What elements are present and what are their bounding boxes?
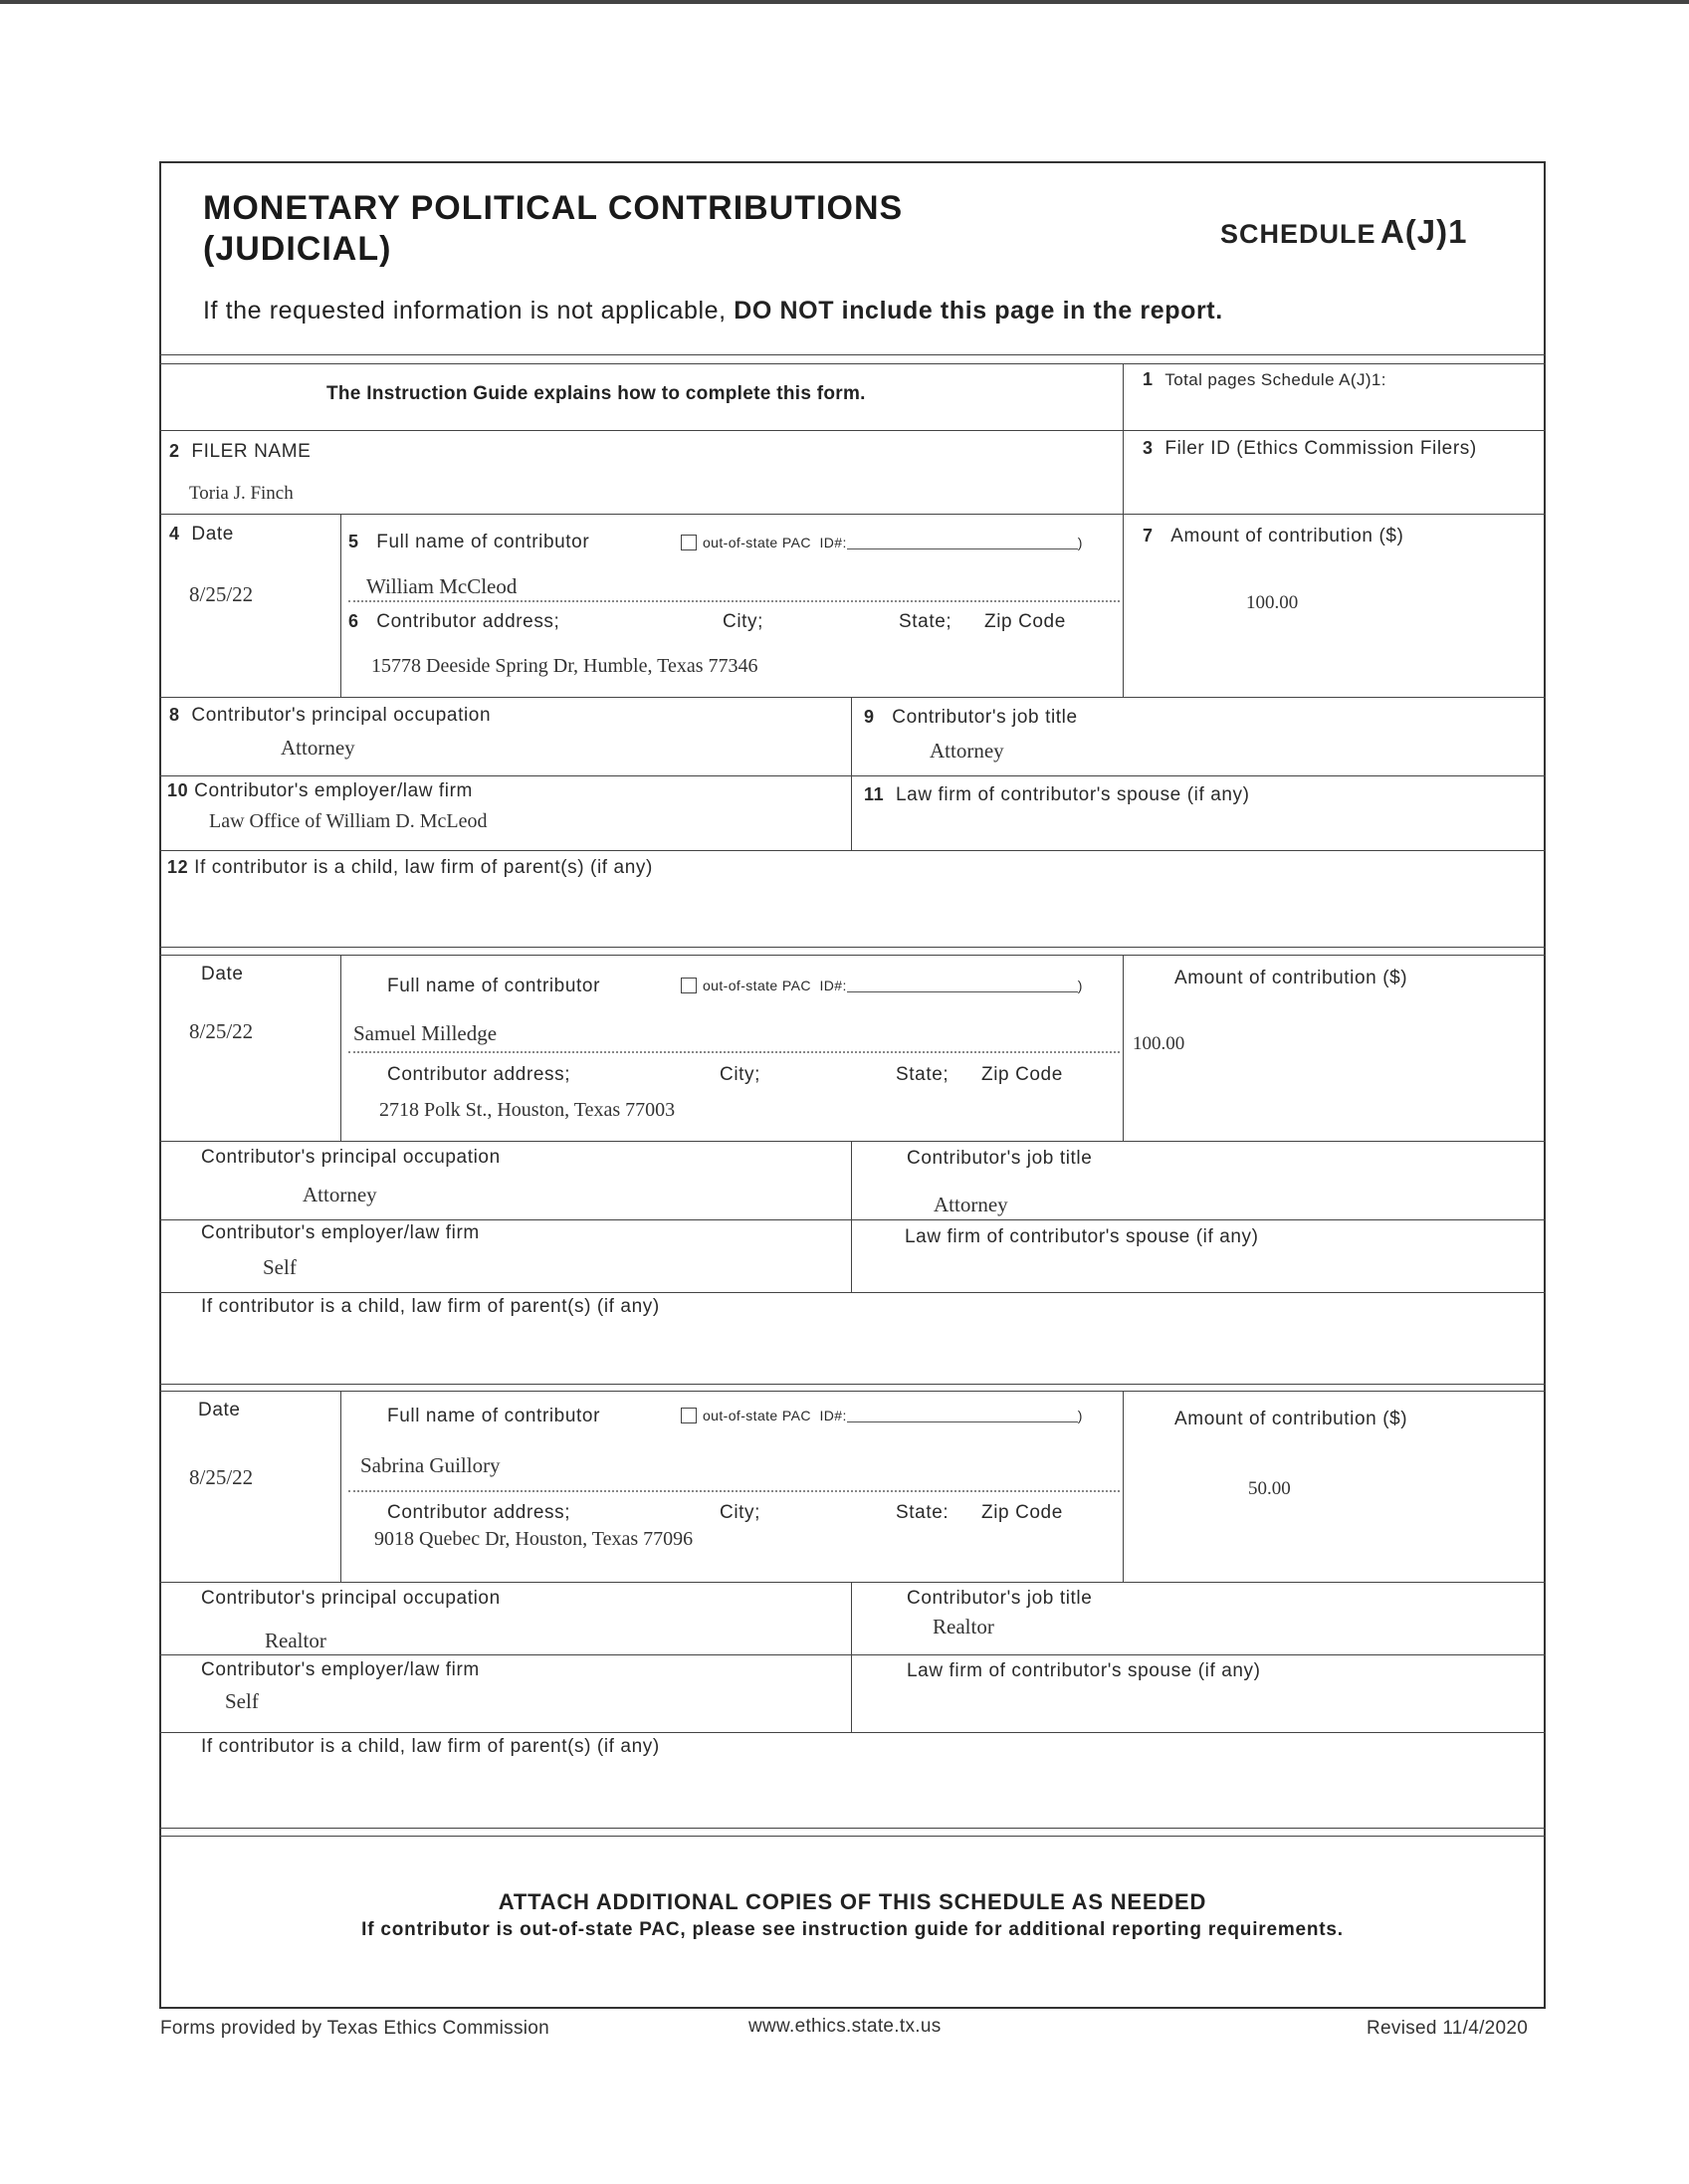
rule <box>159 1836 1546 1837</box>
rule <box>159 850 1546 851</box>
state-label: State; <box>896 1064 950 1085</box>
state-label: State; <box>899 611 952 632</box>
amount-label: Amount of contribution ($) <box>1174 968 1408 988</box>
full-name-label: Full name of contributor <box>387 976 600 996</box>
form-title-line1: MONETARY POLITICAL CONTRIBUTIONS <box>203 189 904 227</box>
contribution-date: 8/25/22 <box>189 1465 254 1489</box>
rule <box>340 955 341 1141</box>
contributor-occupation: Attorney <box>303 1183 377 1206</box>
amount-label: 7 Amount of contribution ($) <box>1143 526 1404 546</box>
rule <box>1123 955 1124 1141</box>
spouse-firm-label: 11 Law firm of contributor's spouse (if any) <box>864 784 1250 805</box>
pac-id-line <box>847 535 1078 549</box>
rule <box>159 947 1546 948</box>
city-label: City; <box>720 1064 760 1085</box>
rule <box>159 1654 1546 1655</box>
rule <box>159 955 1546 956</box>
contribution-amount: 100.00 <box>1246 592 1299 613</box>
rule <box>159 354 1546 355</box>
rule <box>159 697 1546 698</box>
rule <box>1123 363 1124 697</box>
child-firm-label: If contributor is a child, law firm of parent(s) (if any) <box>201 1296 660 1317</box>
contributor-address: 15778 Deeside Spring Dr, Humble, Texas 77346 <box>371 655 758 677</box>
contributor-employer: Self <box>225 1689 259 1713</box>
instruction-guide-text: The Instruction Guide explains how to complete this form. <box>326 383 866 404</box>
footer-website[interactable]: www.ethics.state.tx.us <box>748 2016 942 2037</box>
child-firm-label: If contributor is a child, law firm of parent(s) (if any) <box>201 1736 660 1757</box>
schedule-code: A(J)1 <box>1379 213 1468 250</box>
contributor-job-title: Realtor <box>933 1615 994 1638</box>
rule <box>159 1732 1546 1733</box>
out-of-state-pac: out-of-state PAC ID#: ) <box>681 1408 1083 1423</box>
rule <box>159 1292 1546 1293</box>
amount-label: Amount of contribution ($) <box>1174 1409 1408 1429</box>
rule <box>159 1828 1546 1829</box>
rule <box>1123 1391 1124 1582</box>
contributor-job-title: Attorney <box>934 1193 1008 1216</box>
contributor-address: 2718 Polk St., Houston, Texas 77003 <box>379 1099 676 1121</box>
form-title-line2: (JUDICIAL) <box>203 230 392 268</box>
out-of-state-pac: out-of-state PAC ID#: ) <box>681 535 1083 550</box>
filer-name-label: 2 FILER NAME <box>169 441 312 462</box>
contribution-date: 8/25/22 <box>189 1019 254 1043</box>
rule <box>159 1384 1546 1385</box>
attach-notice: ATTACH ADDITIONAL COPIES OF THIS SCHEDULE AS NEEDED <box>498 1889 1207 1914</box>
rule <box>159 1141 1546 1142</box>
contributor-name: Sabrina Guillory <box>360 1453 501 1477</box>
scan-edge <box>0 0 1689 4</box>
rule <box>159 1582 1546 1583</box>
applicability-note <box>203 297 1223 326</box>
occupation-label: Contributor's principal occupation <box>201 1147 501 1168</box>
address-label: 6 Contributor address; <box>348 611 560 632</box>
contributor-address: 9018 Quebec Dr, Houston, Texas 77096 <box>374 1528 694 1550</box>
pac-id-line <box>847 1408 1078 1422</box>
contribution-amount: 50.00 <box>1248 1478 1291 1499</box>
job-title-label: Contributor's job title <box>907 1148 1093 1169</box>
employer-label: Contributor's employer/law firm <box>201 1222 480 1243</box>
rule <box>159 514 1546 515</box>
rule <box>159 430 1546 431</box>
child-firm-label: 12 If contributor is a child, law firm of parent(s) (if any) <box>167 857 653 878</box>
employer-label: Contributor's employer/law firm <box>201 1659 480 1680</box>
occupation-label: Contributor's principal occupation <box>201 1588 501 1609</box>
rule <box>340 1391 341 1582</box>
occupation-label: 8 Contributor's principal occupation <box>169 705 492 726</box>
rule <box>851 1582 852 1732</box>
zip-label: Zip Code <box>984 611 1066 632</box>
note-text: If the requested information is not applicable, <box>203 297 727 325</box>
contributor-name: William McCleod <box>366 574 518 598</box>
dotted-rule <box>348 1051 1120 1053</box>
pac-id-line <box>847 978 1078 992</box>
dotted-rule <box>348 600 1120 602</box>
filer-id-label: 3 Filer ID (Ethics Commission Filers) <box>1143 438 1477 459</box>
contribution-amount: 100.00 <box>1133 1033 1185 1054</box>
employer-label: 10 Contributor's employer/law firm <box>167 780 473 801</box>
contributor-name: Samuel Milledge <box>353 1021 498 1045</box>
zip-label: Zip Code <box>981 1502 1063 1523</box>
contribution-date: 8/25/22 <box>189 582 254 606</box>
rule <box>159 1219 1546 1220</box>
address-label: Contributor address; <box>387 1502 571 1523</box>
rule <box>159 363 1546 364</box>
contributor-occupation: Attorney <box>281 736 355 760</box>
full-name-label: Full name of contributor <box>387 1406 600 1426</box>
contributor-job-title: Attorney <box>930 739 1004 763</box>
city-label: City; <box>723 611 763 632</box>
filer-name-value: Toria J. Finch <box>189 483 294 504</box>
contributor-employer: Self <box>263 1255 297 1279</box>
out-of-state-pac-checkbox[interactable] <box>681 1408 697 1423</box>
schedule-word: SCHEDULE <box>1220 219 1376 249</box>
footer-revised: Revised 11/4/2020 <box>1367 2018 1529 2039</box>
rule <box>851 697 852 850</box>
out-of-state-pac-checkbox[interactable] <box>681 535 697 550</box>
spouse-firm-label: Law firm of contributor's spouse (if any) <box>905 1226 1259 1247</box>
total-pages-label: 1 Total pages Schedule A(J)1: <box>1143 369 1386 389</box>
city-label: City; <box>720 1502 760 1523</box>
out-of-state-pac-notice: If contributor is out-of-state PAC, please see instruction guide for additional reporting requirements. <box>361 1919 1344 1940</box>
zip-label: Zip Code <box>981 1064 1063 1085</box>
rule <box>159 1391 1546 1392</box>
job-title-label: 9 Contributor's job title <box>864 707 1078 728</box>
spouse-firm-label: Law firm of contributor's spouse (if any) <box>907 1660 1261 1681</box>
date-label: Date <box>198 1400 241 1420</box>
date-label: Date <box>201 964 244 984</box>
contributor-employer: Law Office of William D. McLeod <box>209 810 488 832</box>
date-label: 4 Date <box>169 524 234 545</box>
rule <box>340 514 341 697</box>
state-label: State: <box>896 1502 950 1523</box>
out-of-state-pac-checkbox[interactable] <box>681 978 697 993</box>
schedule-label <box>1220 213 1468 251</box>
rule <box>851 1141 852 1292</box>
address-label: Contributor address; <box>387 1064 571 1085</box>
footer-provider: Forms provided by Texas Ethics Commission <box>160 2018 550 2039</box>
out-of-state-pac: out-of-state PAC ID#: ) <box>681 978 1083 993</box>
job-title-label: Contributor's job title <box>907 1588 1093 1609</box>
rule <box>159 775 1546 776</box>
dotted-rule <box>348 1490 1120 1492</box>
full-name-label: 5 Full name of contributor <box>348 532 590 552</box>
contributor-occupation: Realtor <box>265 1629 326 1652</box>
note-bold: DO NOT include this page in the report. <box>734 297 1223 325</box>
